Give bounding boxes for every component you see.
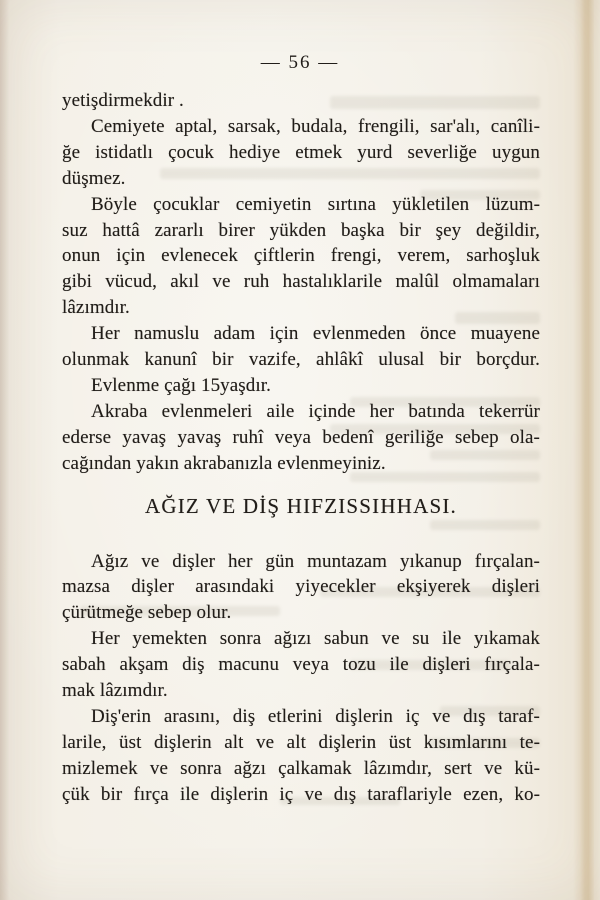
- text-line: ederse yavaş yavaş ruhî veya bedenî geriliğe sebep ola-: [62, 426, 540, 448]
- paragraph: [62, 192, 540, 322]
- section-heading: [62, 494, 540, 520]
- text-line: Evlenme çağı 15yaşdır.: [91, 374, 272, 396]
- text-line: mizlemek ve sonra ağzı çalkamak lâzımdır, sert ve kü-: [62, 757, 540, 779]
- paragraph: [62, 549, 540, 627]
- text-line: Her namuslu adam için evlenmeden önce muayene: [91, 323, 540, 345]
- text-line: larile, üst dişlerin alt ve alt dişlerin üst kısımlarını te-: [62, 731, 540, 753]
- paragraph: [62, 399, 540, 477]
- page-right-edge-shading: [580, 0, 594, 900]
- text-line: Her yemekten sonra ağızı sabun ve su ile yıkamak: [91, 628, 540, 650]
- text-line: Böyle çocuklar cemiyetin sırtına yükletilen lüzum-: [91, 193, 540, 215]
- text-line: Diş'erin arasını, diş etlerini dişlerin iç ve dış taraf-: [91, 705, 540, 727]
- text-line: düşmez.: [62, 167, 126, 189]
- text-line: Cemiyete aptal, sarsak, budala, frengili, sar'alı, canîli-: [91, 115, 540, 137]
- paragraph: [62, 88, 540, 114]
- text-line: Akraba evlenmeleri aile içinde her batında tekerrür: [91, 400, 540, 422]
- text-line: mak lâzımdır.: [62, 680, 168, 702]
- text-line: olunmak kanunî bir vazife, ahlâkî ulusal bir borçdur.: [62, 349, 540, 371]
- text-line: yetişdirmekdir .: [62, 90, 184, 111]
- paragraph: [62, 704, 540, 808]
- text-line: ğe istidatlı çocuk hediye etmek yurd severliğe uygun: [62, 141, 540, 163]
- text-line: Ağız ve dişler her gün muntazam yıkanup fırçalan-: [91, 550, 540, 572]
- text-line: lâzımdır.: [62, 297, 130, 319]
- text-line: çük bir fırça ile dişlerin iç ve dış taraflariyle ezen, ko-: [62, 783, 540, 805]
- text-line: sabah akşam diş macunu veya tozu ile dişleri fırçala-: [62, 654, 540, 676]
- text-line: mazsa dişler arasındaki yiyecekler ekşiyerek dişleri: [62, 576, 540, 598]
- paragraph: [62, 626, 540, 704]
- paragraph: [62, 114, 540, 192]
- paragraph: [62, 373, 540, 399]
- text-line: onun için evlenecek çiftlerin frengi, verem, sarhoşluk: [62, 245, 540, 267]
- page-left-edge-shading: [0, 0, 9, 900]
- text-line: çürütmeğe sebep olur.: [62, 602, 232, 624]
- page-number: — 56 —: [260, 52, 340, 73]
- text-line: suz hattâ zararlı birer yükden başka bir şey değildir,: [62, 219, 540, 241]
- paragraph: [62, 321, 540, 373]
- text-block: [62, 88, 540, 808]
- text-line: gibi vücud, akıl ve ruh hastalıklarile malûl olmamaları: [62, 271, 540, 293]
- heading-text: AĞIZ VE DİŞ HIFZISSIHHASI.: [145, 493, 457, 518]
- text-line: cağından yakın akrabanızla evlenmeyiniz.: [62, 452, 386, 474]
